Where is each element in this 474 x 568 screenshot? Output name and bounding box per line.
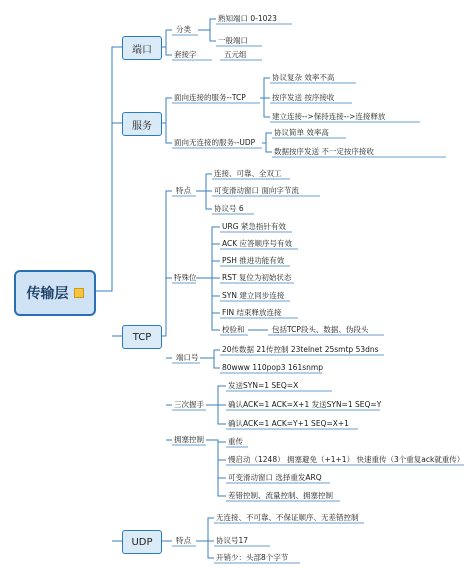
tcp-congestion-item[interactable]: 可变滑动窗口 选择重发ARQ <box>228 473 322 482</box>
tcp-flags[interactable]: 特殊位 <box>174 273 197 282</box>
tcp-checksum-value[interactable]: 包括TCP段头、数据、伪段头 <box>272 325 369 334</box>
tcp-flag-item[interactable]: URG 紧急指针有效 <box>222 222 286 231</box>
tcp-handshake-item[interactable]: 确认ACK=1 ACK=Y+1 SEQ=X+1 <box>228 419 349 428</box>
tcp-flag-item[interactable]: FIN 结束释放连接 <box>222 308 282 317</box>
tcp-port-numbers[interactable]: 端口号 <box>176 353 199 362</box>
root-label: 传输层 <box>26 286 69 302</box>
service-udp-item[interactable]: 协议简单 效率高 <box>274 128 329 137</box>
node-udp[interactable]: UDP <box>122 530 162 554</box>
tcp-handshake[interactable]: 三次握手 <box>174 400 204 409</box>
tcp-congestion-item[interactable]: 慢启动（1248） 拥塞避免（+1+1） 快速重传（3个重复ack就重传） <box>228 455 465 464</box>
root-node[interactable] <box>14 270 96 316</box>
tcp-congestion[interactable]: 拥塞控制 <box>174 435 204 444</box>
ports-socket[interactable]: 套接字 <box>174 50 197 59</box>
tcp-feature-item[interactable]: 协议号 6 <box>214 204 244 213</box>
node-ports[interactable]: 端口 <box>122 36 162 60</box>
tcp-features[interactable]: 特点 <box>176 186 191 195</box>
node-tcp[interactable]: TCP <box>122 325 162 349</box>
tcp-handshake-item[interactable]: 发送SYN=1 SEQ=X <box>228 381 299 390</box>
node-service[interactable]: 服务 <box>122 112 162 136</box>
service-udp[interactable]: 面向无连接的服务--UDP <box>174 138 256 147</box>
tcp-feature-item[interactable]: 可变滑动窗口 面向字节流 <box>214 186 299 195</box>
tcp-flag-item[interactable]: ACK 应答顺序号有效 <box>222 239 293 248</box>
tcp-port-item[interactable]: 80www 110pop3 161snmp <box>222 363 323 372</box>
tcp-feature-item[interactable]: 连接、可靠、全双工 <box>214 169 282 178</box>
udp-feature-item[interactable]: 协议号17 <box>216 536 249 545</box>
udp-features[interactable]: 特点 <box>176 536 191 545</box>
tcp-flag-item[interactable]: RST 复位为初始状态 <box>222 273 292 282</box>
tcp-handshake-item[interactable]: 确认ACK=1 ACK=X+1 发送SYN=1 SEQ=Y <box>228 400 382 409</box>
tcp-flag-item[interactable]: SYN 建立同步连接 <box>222 291 285 300</box>
service-tcp-item[interactable]: 按序发送 按序接收 <box>272 93 335 102</box>
udp-feature-item[interactable]: 开销少：头部8个字节 <box>216 553 289 562</box>
service-tcp-item[interactable]: 协议复杂 效率不高 <box>272 73 335 82</box>
ports-socket-value[interactable]: 五元组 <box>224 50 247 59</box>
tcp-congestion-item[interactable]: 重传 <box>228 437 243 446</box>
tcp-flag-item[interactable]: PSH 推进功能有效 <box>222 256 285 265</box>
ports-category-item[interactable]: 一般端口 <box>218 36 248 45</box>
service-tcp[interactable]: 面向连接的服务--TCP <box>174 93 246 102</box>
tcp-checksum[interactable]: 校验和 <box>222 325 245 334</box>
udp-feature-item[interactable]: 无连接、不可靠、不保证顺序、无差错控制 <box>216 513 359 522</box>
tcp-port-item[interactable]: 20传数据 21传控制 23telnet 25smtp 53dns <box>222 345 379 354</box>
ports-category[interactable]: 分类 <box>176 25 191 34</box>
service-tcp-item[interactable]: 建立连接-->保持连接-->连接释放 <box>272 112 386 121</box>
service-udp-item[interactable]: 数据按序发送 不一定按序接收 <box>274 147 374 156</box>
note-icon[interactable] <box>74 288 84 298</box>
ports-category-item[interactable]: 熟知端口 0-1023 <box>218 14 277 23</box>
tcp-congestion-item[interactable]: 差错控制、流量控制、拥塞控制 <box>228 491 333 500</box>
